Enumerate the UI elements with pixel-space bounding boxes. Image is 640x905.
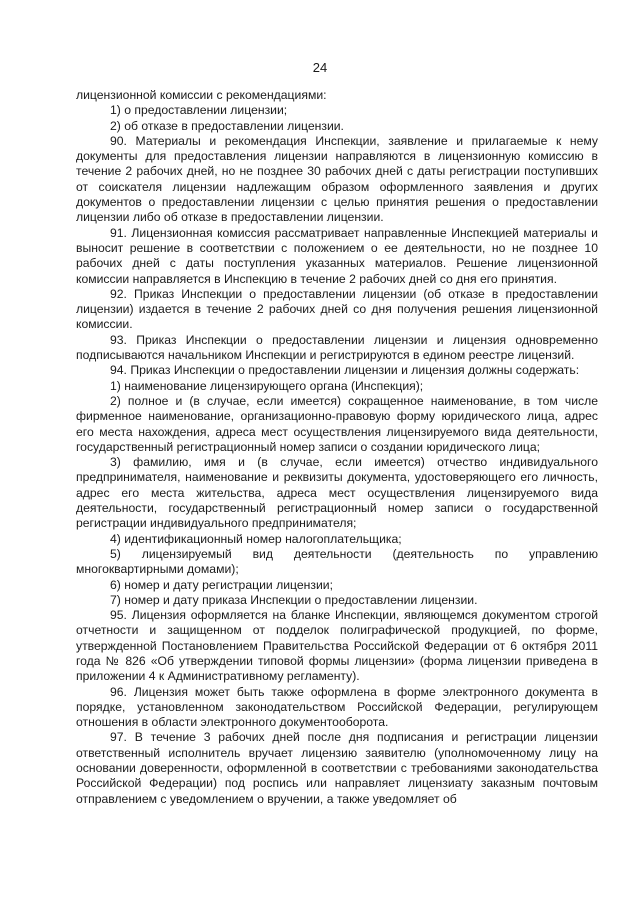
clause-90: 90. Материалы и рекомендация Инспекции, заявление и прилагаемые к нему документы для предоставления лицензии направляются в лицензионную комиссию в течение 2 рабочих дней, но не позднее 30 рабочих дней с даты регистрации поступивших от соискателя лицензии надлежащим образом оформленного заявления и других документов о предоставлении лицензии с целью принятия решения о предоставлении лицензии либо об отказе в предоставлении лицензии.	[76, 133, 598, 225]
paragraph-continuation: лицензионной комиссии с рекомендациями:	[76, 88, 327, 102]
clause-97: 97. В течение 3 рабочих дней после дня подписания и регистрации лицензии ответственный исполнитель вручает лицензию заявителю (уполномоченному лицу на основании доверенности, оформленной в соответствии с требованиями законодательства Российской Федерации) под роспись или направляет лицензиату заказным почтовым отправлением с уведомлением о вручении, а также уведомляет об	[76, 730, 598, 806]
page-number: 24	[312, 60, 328, 75]
list-item: 2) об отказе в предоставлении лицензии.	[110, 118, 344, 133]
list-item: 1) о предоставлении лицензии;	[110, 103, 288, 118]
list-item: 5) лицензируемый вид деятельности (деятельность по управлению многоквартирными домами);	[76, 546, 598, 577]
clause-96: 96. Лицензия может быть также оформлена в форме электронного документа в порядке, установленном законодательством Российской Федерации, регулирующем отношения в области электронного документооборота.	[76, 684, 598, 730]
list-item: 3) фамилию, имя и (в случае, если имеется) отчество индивидуального предпринимателя, наименование и реквизиты документа, удостоверяющего его личность, адрес его места жительства, адреса мест осуществления лицензируемого вида деятельности, государственный регистрационный номер записи о государственной регистрации индивидуального предпринимателя;	[76, 455, 598, 531]
clause-95: 95. Лицензия оформляется на бланке Инспекции, являющемся документом строгой отчетности и защищенном от подделок полиграфической продукцией, по форме, утвержденной Постановлением Правительства Российской Федерации от 6 октября 2011 года № 826 «Об утверждении типовой формы лицензии» (форма лицензии приведена в приложении 4 к Административному регламенту).	[76, 608, 598, 684]
clause-93: 93. Приказ Инспекции о предоставлении лицензии и лицензия одновременно подписываются начальником Инспекции и регистрируются в едином реестре лицензий.	[76, 332, 598, 363]
list-item: 2) полное и (в случае, если имеется) сокращенное наименование, в том числе фирменное наименование, организационно-правовую форму юридического лица, адрес его места нахождения, адреса мест осуществления лицензируемого вида деятельности, государственный регистрационный номер записи о создании юридического лица;	[76, 393, 598, 454]
clause-94: 94. Приказ Инспекции о предоставлении лицензии и лицензия должны содержать:	[110, 363, 580, 378]
list-item: 6) номер и дату регистрации лицензии;	[110, 577, 333, 592]
list-item: 7) номер и дату приказа Инспекции о предоставлении лицензии.	[110, 592, 478, 607]
clause-91: 91. Лицензионная комиссия рассматривает направленные Инспекцией материалы и выносит решение в соответствии с положением о ее деятельности, но не позднее 10 рабочих дней с даты поступления указанных материалов. Решение лицензионной комиссии направляется в Инспекцию в течение 2 рабочих дней со дня его принятия.	[76, 225, 598, 286]
clause-92: 92. Приказ Инспекции о предоставлении лицензии (об отказе в предоставлении лицензии) издается в течение 2 рабочих дней со дня получения решения лицензионной комиссии.	[76, 286, 598, 332]
list-item: 4) идентификационный номер налогоплательщика;	[110, 531, 402, 546]
document-body	[76, 88, 598, 807]
list-item: 1) наименование лицензирующего органа (Инспекция);	[110, 378, 424, 393]
